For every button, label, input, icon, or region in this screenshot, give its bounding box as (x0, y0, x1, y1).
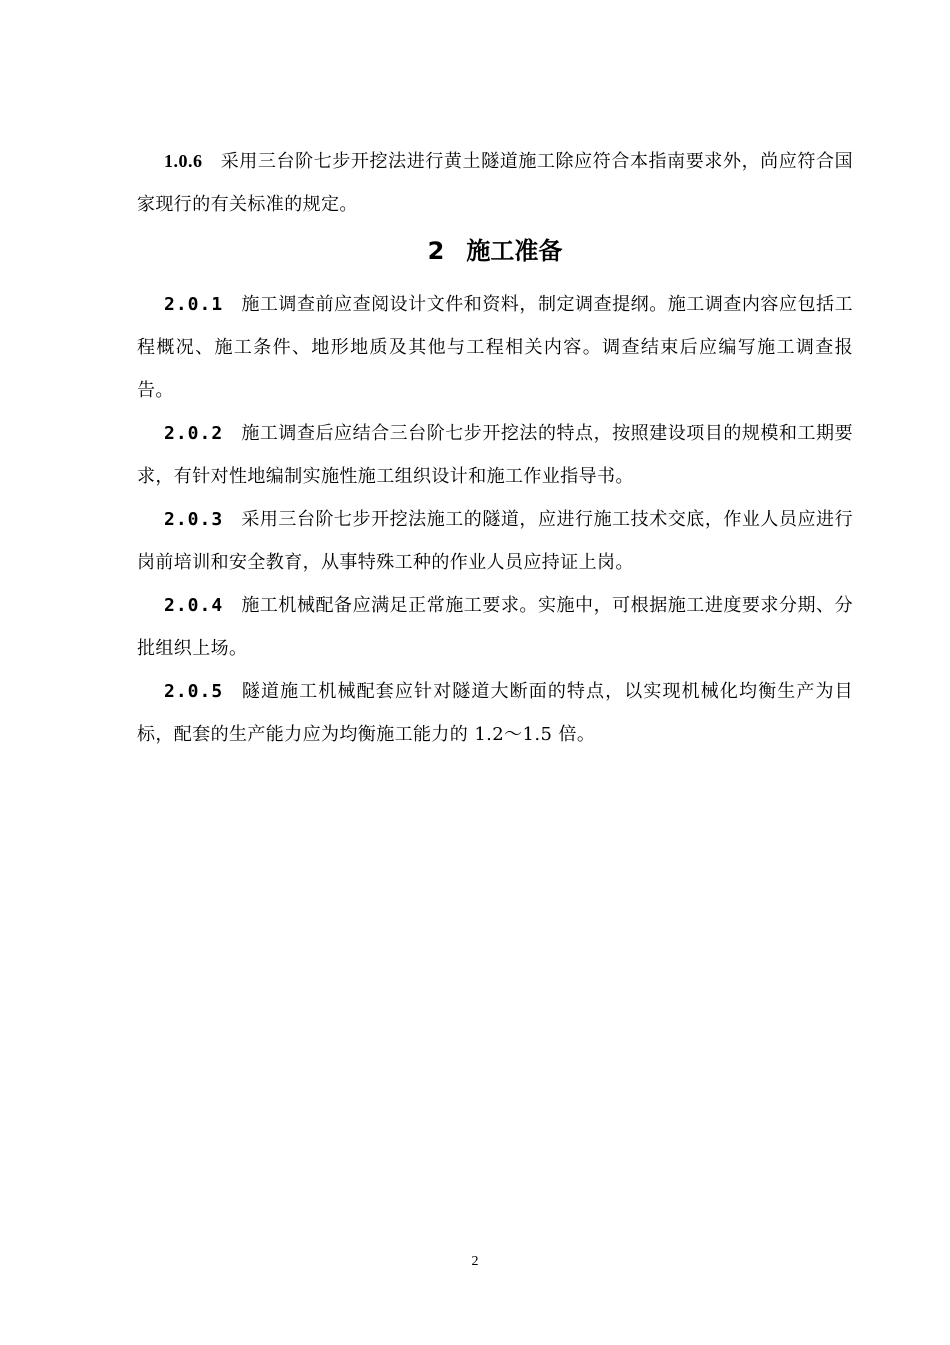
clause-number: 1.0.6 (164, 151, 203, 171)
clause-2-0-5 (137, 670, 853, 756)
clause-number: 2.0.5 (164, 681, 224, 702)
clause-text: 采用三台阶七步开挖法施工的隧道，应进行施工技术交底，作业人员应进行岗前培训和安全教育，从事特殊工种的作业人员应持证上岗。 (137, 509, 853, 573)
clause-number: 2.0.2 (164, 423, 224, 444)
clause-text: 施工调查后应结合三台阶七步开挖法的特点，按照建设项目的规模和工期要求，有针对性地编制实施性施工组织设计和施工作业指导书。 (137, 423, 853, 487)
clause-2-0-1 (137, 283, 853, 412)
clause-text: 采用三台阶七步开挖法进行黄土隧道施工除应符合本指南要求外，尚应符合国家现行的有关标准的规定。 (137, 151, 853, 215)
clause-number: 2.0.1 (164, 294, 224, 315)
page-content (137, 140, 853, 756)
clause-text: 隧道施工机械配套应针对隧道大断面的特点，以实现机械化均衡生产为目标，配套的生产能力应为均衡施工能力的 1.2～1.5 倍。 (137, 681, 853, 745)
clause-2-0-3 (137, 498, 853, 584)
clause-1-0-6 (137, 140, 853, 226)
section-title: 施工准备 (466, 237, 563, 265)
page-number: 2 (471, 1254, 479, 1269)
section-heading (137, 226, 853, 283)
clause-number: 2.0.3 (164, 509, 224, 530)
section-number: 2 (427, 237, 445, 265)
clause-number: 2.0.4 (164, 595, 224, 616)
clause-text: 施工机械配备应满足正常施工要求。实施中，可根据施工进度要求分期、分批组织上场。 (137, 595, 853, 659)
clause-text: 施工调查前应查阅设计文件和资料，制定调查提纲。施工调查内容应包括工程概况、施工条件、地形地质及其他与工程相关内容。调查结束后应编写施工调查报告。 (137, 294, 853, 401)
clause-2-0-4 (137, 584, 853, 670)
clause-2-0-2 (137, 412, 853, 498)
